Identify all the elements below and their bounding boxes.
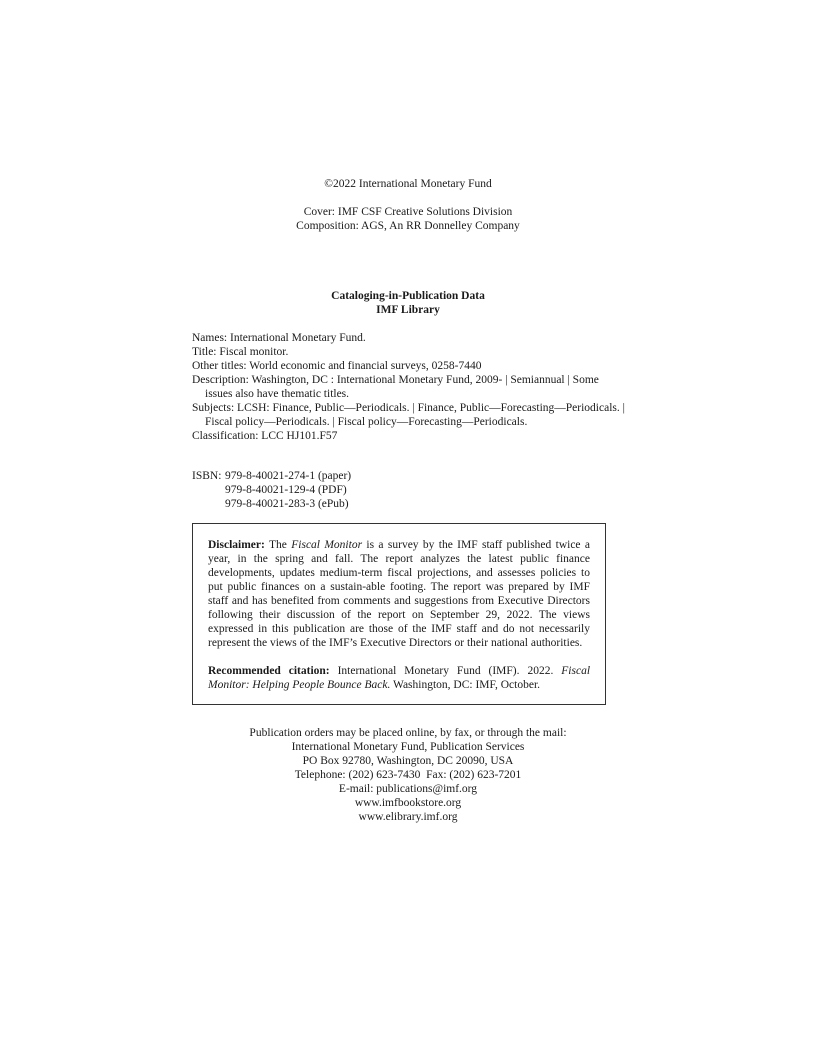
cip-subheading: IMF Library xyxy=(376,304,440,316)
cip-subjects-cont: Fiscal policy—Periodicals. | Fiscal policy—Forecasting—Periodicals. xyxy=(205,416,528,428)
copyright-text: ©2022 International Monetary Fund xyxy=(324,178,492,190)
cip-subjects: Subjects: LCSH: Finance, Public—Periodicals. | Finance, Public—Forecasting—Periodicals. | xyxy=(192,402,625,414)
disclaimer-box xyxy=(192,523,606,705)
cip-heading: Cataloging-in-Publication Data xyxy=(331,290,485,302)
cip-names: Names: International Monetary Fund. xyxy=(192,332,366,344)
bookstore-link: www.imfbookstore.org xyxy=(354,797,462,809)
disclaimer-publication-title: Fiscal Monitor xyxy=(291,539,363,551)
isbn-label: ISBN: xyxy=(192,470,222,482)
citation-pre: International Monetary Fund (IMF). 2022. xyxy=(337,665,554,677)
composition-credit: Composition: AGS, An RR Donnelley Company xyxy=(296,220,520,232)
ordering-info xyxy=(0,726,816,824)
disclaimer-pre: The xyxy=(269,539,287,551)
cip-record xyxy=(192,331,625,443)
cip-classification: Classification: LCC HJ101.F57 xyxy=(192,430,338,442)
production-credits xyxy=(0,205,816,233)
cip-header xyxy=(0,289,816,317)
orders-phone: Telephone: (202) 623-7430 Fax: (202) 623-7201 xyxy=(294,769,522,781)
isbn-list xyxy=(192,469,351,511)
orders-address: PO Box 92780, Washington, DC 20090, USA xyxy=(302,755,514,767)
copyright-notice xyxy=(0,177,816,191)
orders-intro: Publication orders may be placed online, by fax, or through the mail: xyxy=(249,727,567,739)
isbn-paper: 979-8-40021-274-1 (paper) xyxy=(225,470,352,482)
disclaimer-label: Disclaimer: xyxy=(208,539,265,551)
orders-email: E-mail: publications@imf.org xyxy=(338,783,478,795)
citation-paragraph xyxy=(208,664,590,692)
citation-label: Recommended citation: xyxy=(208,665,330,677)
orders-org: International Monetary Fund, Publication Services xyxy=(291,741,525,753)
disclaimer-paragraph xyxy=(208,538,590,650)
disclaimer-text: is a survey by the IMF staff published twice a year, in the spring and fall. The report analyzes the latest public finance developments, updates medium-term fiscal projections, and assesses policies to put public finances on a sustain-able footing. The report was prepared by IMF staff and has benefited from comments and suggestions from Executive Directors following their discussion of the report on September 29, 2022. The views expressed in this publication are those of the IMF staff and do not necessarily represent the views of the IMF’s Executive Directors or their national authorities. xyxy=(208,539,590,649)
cip-description: Description: Washington, DC : International Monetary Fund, 2009- | Semiannual | Some xyxy=(192,374,599,386)
isbn-pdf: 979-8-40021-129-4 (PDF) xyxy=(225,484,347,496)
citation-title: Fiscal Monitor: Helping People Bounce Back. xyxy=(208,665,591,691)
cover-credit: Cover: IMF CSF Creative Solutions Division xyxy=(303,206,513,218)
citation-post: Washington, DC: IMF, October. xyxy=(393,679,541,691)
isbn-epub: 979-8-40021-283-3 (ePub) xyxy=(225,498,349,510)
cip-other-titles: Other titles: World economic and financial surveys, 0258-7440 xyxy=(192,360,482,372)
cip-title: Title: Fiscal monitor. xyxy=(192,346,289,358)
elibrary-link: www.elibrary.imf.org xyxy=(358,811,458,823)
cip-description-cont: issues also have thematic titles. xyxy=(205,388,350,400)
